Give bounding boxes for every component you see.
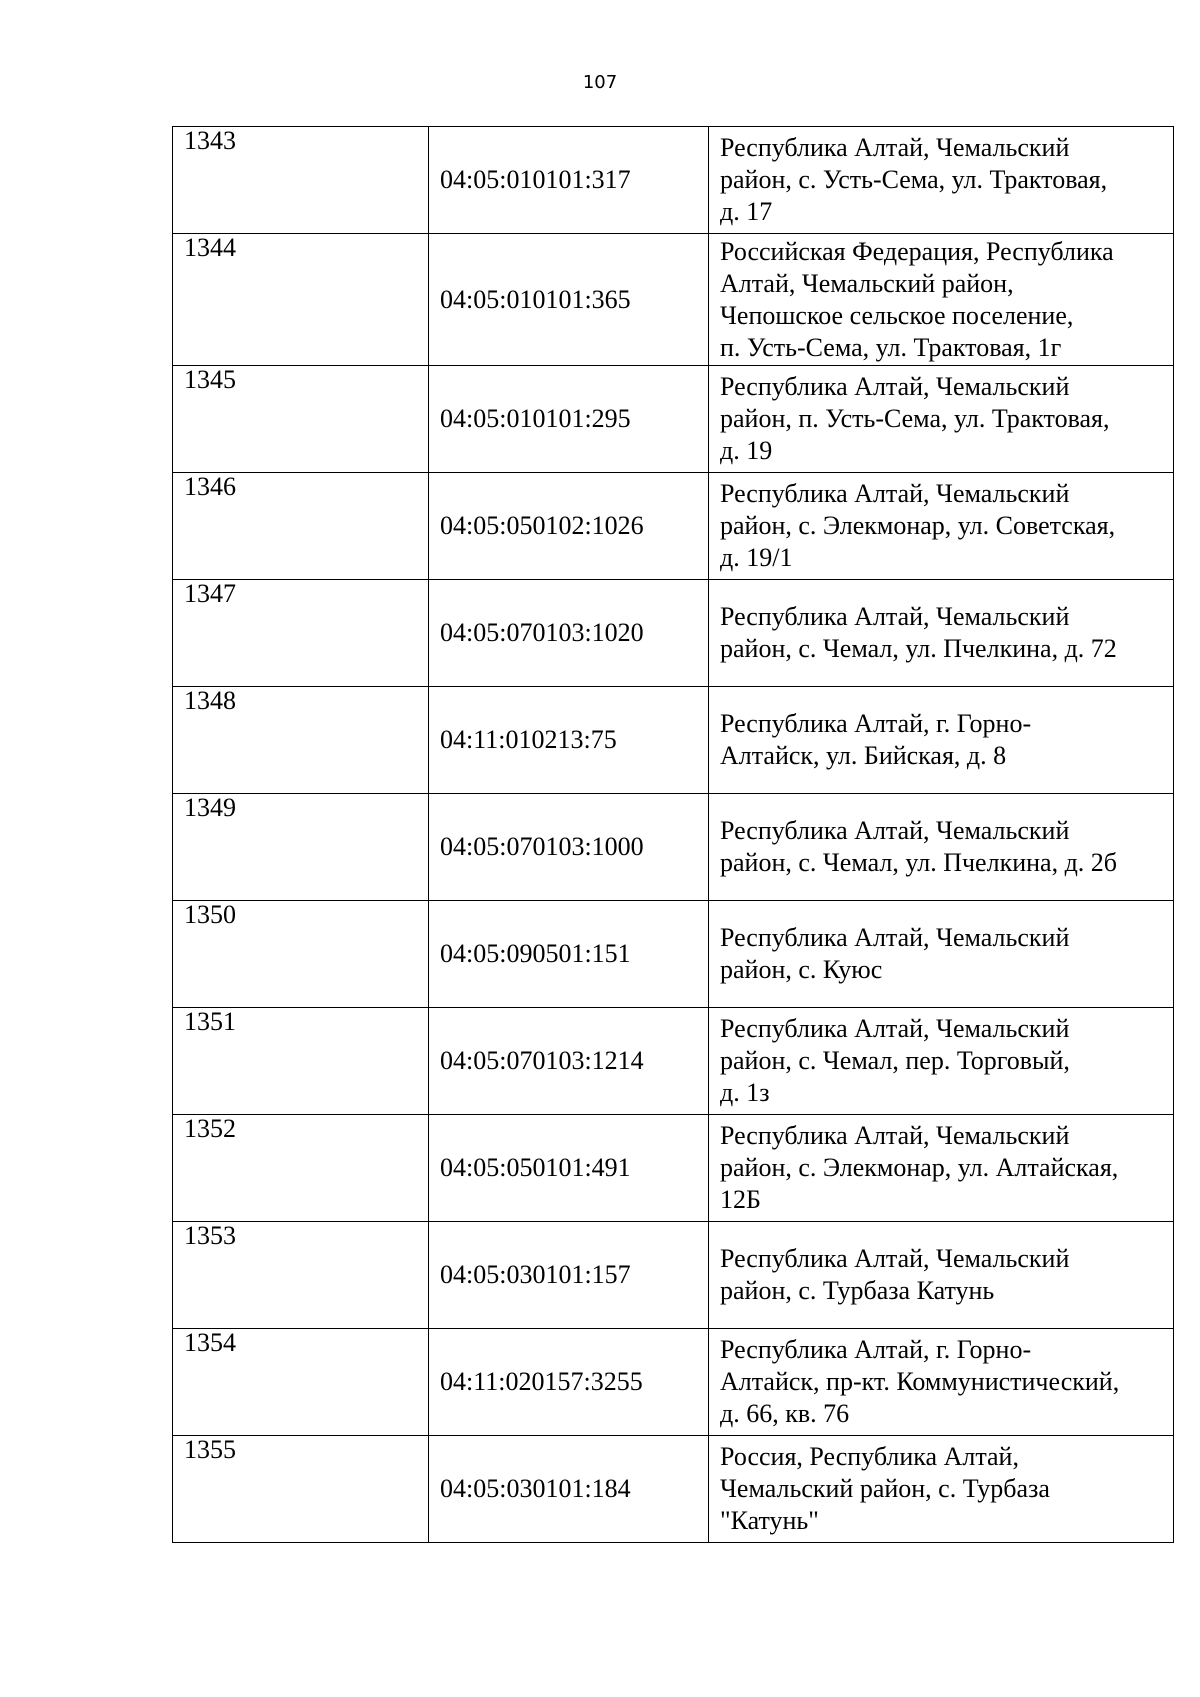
address-line: "Катунь" (720, 1506, 819, 1535)
table-row (173, 1436, 1174, 1543)
cadastral-number-cell: 04:11:020157:3255 (429, 1329, 709, 1436)
address-line: д. 19/1 (720, 543, 793, 572)
address-line: Республика Алтай, Чемальский (720, 923, 1070, 952)
address-line: Республика Алтай, г. Горно- (720, 1335, 1032, 1364)
record-number-cell: 1343 (173, 127, 429, 234)
address-cell (709, 1115, 1174, 1222)
address-cell (709, 1436, 1174, 1543)
cadastral-number-cell: 04:05:070103:1214 (429, 1008, 709, 1115)
record-number-cell: 1349 (173, 794, 429, 901)
address-cell (709, 901, 1174, 1008)
record-number-cell: 1348 (173, 687, 429, 794)
address-line: Алтай, Чемальский район, (720, 268, 1014, 298)
table-row (173, 234, 1174, 366)
record-number-cell: 1352 (173, 1115, 429, 1222)
cadastral-number-cell: 04:05:070103:1020 (429, 580, 709, 687)
address-cell (709, 1008, 1174, 1115)
address-line: д. 17 (720, 197, 773, 226)
address-cell (709, 366, 1174, 473)
cadastral-number-cell: 04:11:010213:75 (429, 687, 709, 794)
table-row (173, 1008, 1174, 1115)
cadastral-number-cell: 04:05:030101:184 (429, 1436, 709, 1543)
address-line: Чепошское сельское поселение, (720, 300, 1074, 330)
record-number-cell: 1345 (173, 366, 429, 473)
table-row (173, 1329, 1174, 1436)
address-line: Республика Алтай, г. Горно- (720, 709, 1032, 738)
table-row (173, 473, 1174, 580)
address-line: Россия, Республика Алтай, (720, 1442, 1019, 1471)
cadastral-number-cell: 04:05:010101:317 (429, 127, 709, 234)
cadastral-number-cell: 04:05:030101:157 (429, 1222, 709, 1329)
address-line: район, с. Чемал, пер. Торговый, (720, 1046, 1070, 1075)
address-line: Чемальский район, с. Турбаза (720, 1474, 1050, 1503)
address-line: Республика Алтай, Чемальский (720, 1014, 1070, 1043)
address-line: район, с. Чемал, ул. Пчелкина, д. 2б (720, 848, 1118, 877)
address-line: Алтайск, ул. Бийская, д. 8 (720, 741, 1007, 770)
address-cell (709, 234, 1174, 366)
record-number-cell: 1355 (173, 1436, 429, 1543)
address-cell (709, 1329, 1174, 1436)
address-cell (709, 473, 1174, 580)
page-number: 107 (582, 72, 618, 93)
cadastral-number-cell: 04:05:010101:295 (429, 366, 709, 473)
record-number-cell: 1344 (173, 234, 429, 366)
address-line: район, п. Усть-Сема, ул. Трактовая, (720, 404, 1110, 433)
address-cell (709, 1222, 1174, 1329)
table-row (173, 1222, 1174, 1329)
address-line: 12Б (720, 1185, 761, 1214)
table-row (173, 127, 1174, 234)
property-registry-table (172, 126, 1174, 1543)
address-line: Алтайск, пр-кт. Коммунистический, (720, 1367, 1120, 1396)
address-line: Республика Алтай, Чемальский (720, 1244, 1070, 1273)
address-line: Российская Федерация, Республика (720, 236, 1114, 266)
address-line: район, с. Элекмонар, ул. Алтайская, (720, 1153, 1119, 1182)
address-line: район, с. Усть-Сема, ул. Трактовая, (720, 165, 1108, 194)
address-cell (709, 794, 1174, 901)
table-row (173, 901, 1174, 1008)
cadastral-number-cell: 04:05:070103:1000 (429, 794, 709, 901)
address-line: д. 19 (720, 436, 773, 465)
address-line: район, с. Чемал, ул. Пчелкина, д. 72 (720, 634, 1117, 663)
table-row (173, 1115, 1174, 1222)
table-row (173, 366, 1174, 473)
record-number-cell: 1346 (173, 473, 429, 580)
address-line: Республика Алтай, Чемальский (720, 816, 1070, 845)
address-line: Республика Алтай, Чемальский (720, 479, 1070, 508)
cadastral-number-cell: 04:05:050101:491 (429, 1115, 709, 1222)
address-line: район, с. Элекмонар, ул. Советская, (720, 511, 1116, 540)
address-line: район, с. Куюс (720, 955, 883, 984)
address-line: д. 66, кв. 76 (720, 1399, 850, 1428)
cadastral-number-cell: 04:05:090501:151 (429, 901, 709, 1008)
record-number-cell: 1350 (173, 901, 429, 1008)
address-cell (709, 687, 1174, 794)
record-number-cell: 1353 (173, 1222, 429, 1329)
record-number-cell: 1351 (173, 1008, 429, 1115)
record-number-cell: 1354 (173, 1329, 429, 1436)
cadastral-number-cell: 04:05:050102:1026 (429, 473, 709, 580)
address-line: п. Усть-Сема, ул. Трактовая, 1г (720, 332, 1062, 362)
address-line: Республика Алтай, Чемальский (720, 133, 1070, 162)
table-row (173, 687, 1174, 794)
address-line: Республика Алтай, Чемальский (720, 1121, 1070, 1150)
address-line: д. 1з (720, 1078, 770, 1107)
registry-table-body (173, 127, 1174, 1543)
cadastral-number-cell: 04:05:010101:365 (429, 234, 709, 366)
table-row (173, 794, 1174, 901)
record-number-cell: 1347 (173, 580, 429, 687)
address-cell (709, 127, 1174, 234)
address-cell (709, 580, 1174, 687)
table-row (173, 580, 1174, 687)
address-line: Республика Алтай, Чемальский (720, 602, 1070, 631)
address-line: район, с. Турбаза Катунь (720, 1276, 995, 1305)
address-line: Республика Алтай, Чемальский (720, 372, 1070, 401)
